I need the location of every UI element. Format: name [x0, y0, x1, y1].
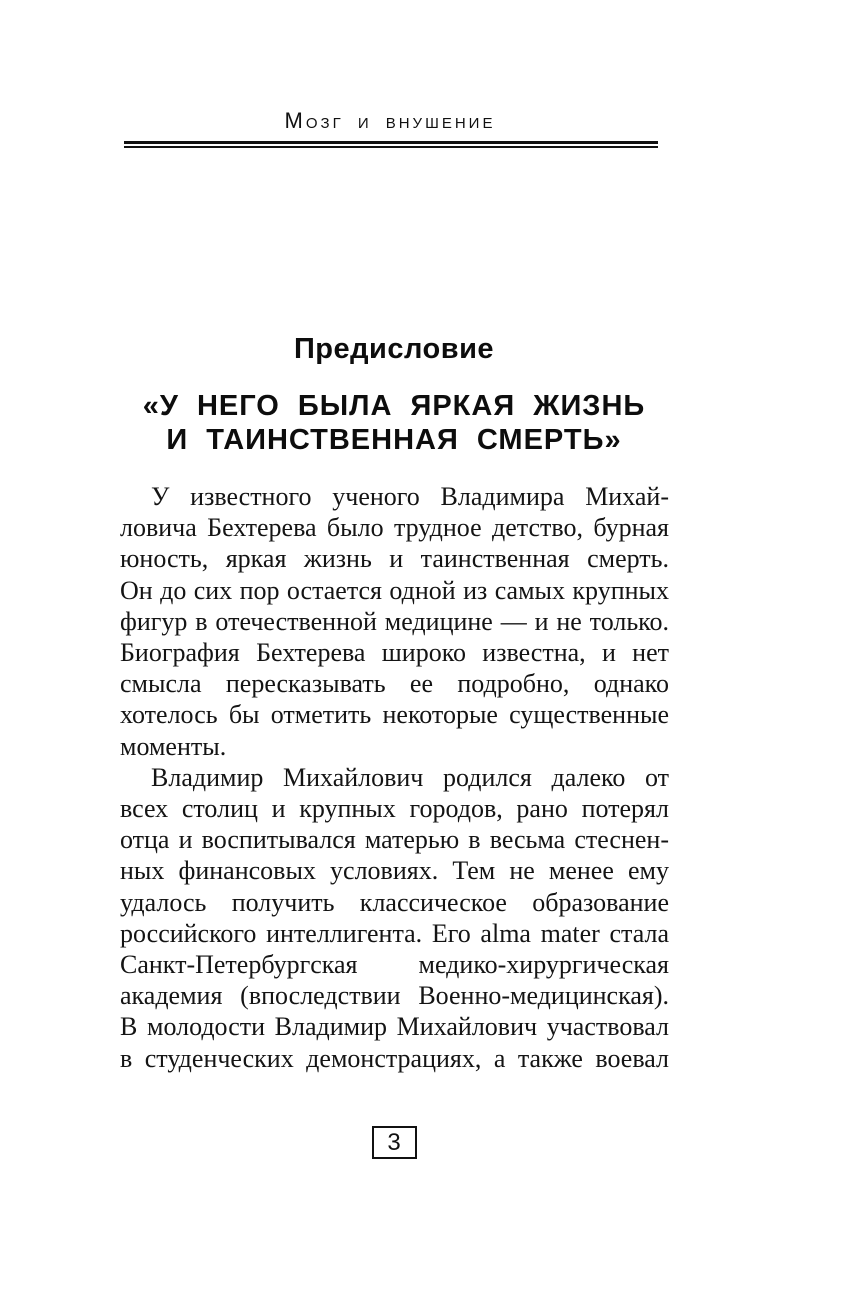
chapter-title-line-2: И ТАИНСТВЕННАЯ СМЕРТЬ» — [166, 424, 622, 456]
text-line: фигур в отечественной медицине — и не только. — [120, 606, 669, 636]
text-line: академия (впоследствии Военно-медицинская). — [120, 981, 669, 1011]
text-line: в студенческих демонстрациях, а также воевал — [120, 1043, 669, 1073]
chapter-title — [100, 389, 688, 457]
text-line: Санкт-Петербургская медико-хирургическая — [120, 950, 669, 980]
paragraph — [120, 762, 669, 1074]
preface-section-title: Предисловие — [293, 333, 495, 365]
body-text — [120, 481, 669, 1074]
text-line: отца и воспитывался матерью в весьма стеснен- — [120, 825, 669, 855]
text-line: Владимир Михайлович родился далеко от — [151, 762, 669, 792]
text-line: смысла пересказывать ее подробно, однако — [120, 669, 669, 699]
text-line: Он до сих пор остается одной из самых крупных — [120, 575, 669, 605]
text-line: ных финансовых условиях. Тем не менее ему — [120, 856, 669, 886]
running-head: Мозг и внушение — [284, 108, 496, 133]
header-double-rule — [124, 141, 658, 148]
text-line: У известного ученого Владимира Михай- — [151, 482, 669, 511]
text-line: российского интеллигента. Его alma mater стала — [120, 918, 669, 948]
text-line: В молодости Владимир Михайлович участвовал — [120, 1012, 669, 1042]
text-line: удалось получить классическое образование — [120, 887, 669, 917]
text-line: ловича Бехтерева было трудное детство, бурная — [120, 513, 669, 543]
text-line: юность, яркая жизнь и таинственная смерть. — [120, 544, 669, 574]
paragraph — [120, 481, 669, 762]
text-line: хотелось бы отметить некоторые существенные — [120, 700, 669, 730]
text-line: моменты. — [120, 731, 227, 761]
page-number-box — [372, 1126, 417, 1159]
text-line: Биография Бехтерева широко известна, и нет — [120, 638, 669, 668]
chapter-title-line-1: «У НЕГО БЫЛА ЯРКАЯ ЖИЗНЬ — [142, 390, 646, 422]
page-footer — [120, 1126, 668, 1159]
page-number: 3 — [387, 1128, 401, 1156]
text-line: всех столиц и крупных городов, рано потерял — [120, 794, 669, 824]
